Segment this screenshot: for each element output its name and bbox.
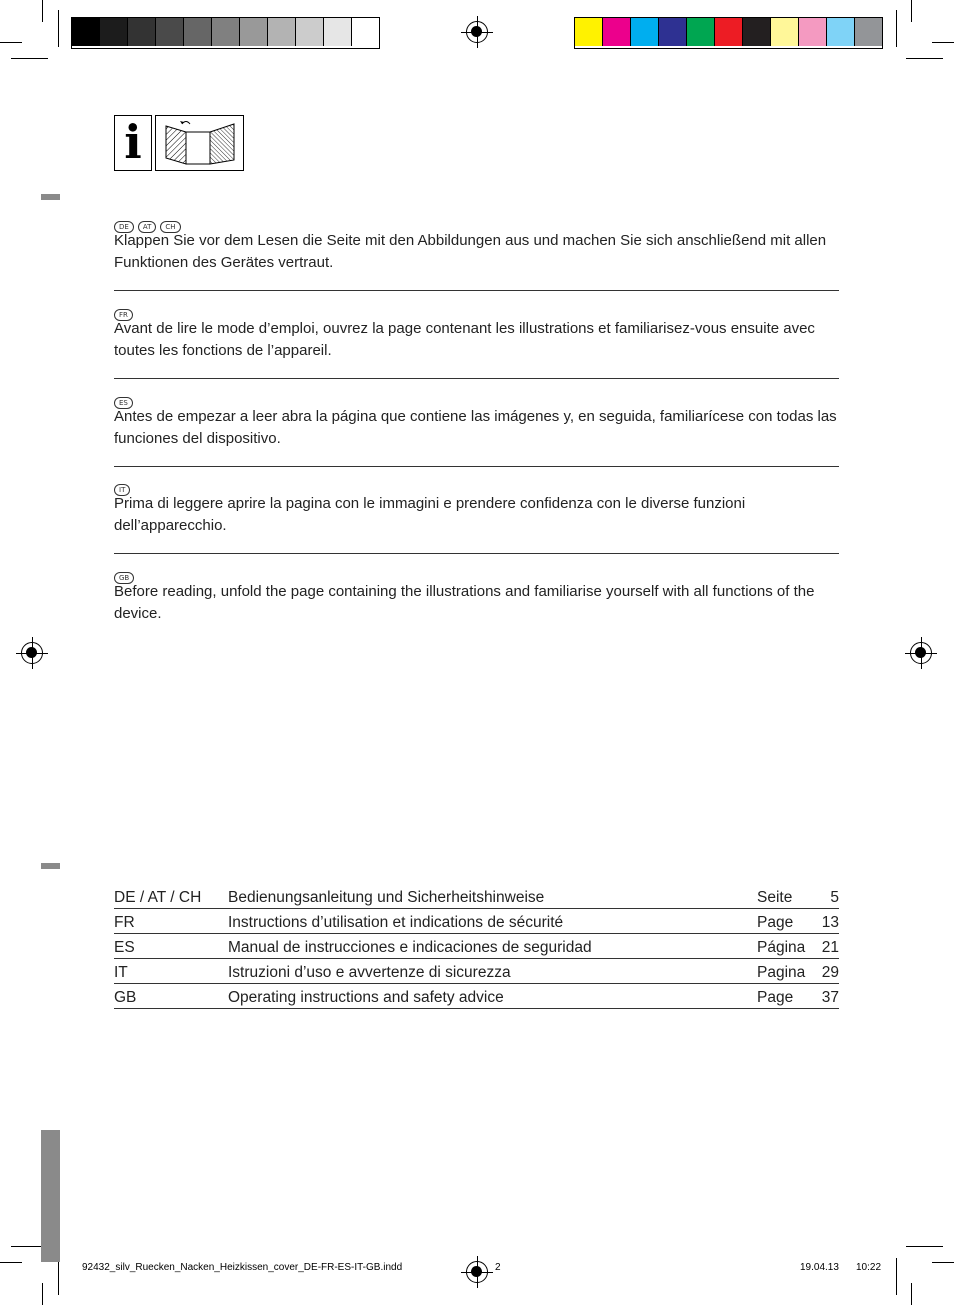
crop-mark <box>0 1262 22 1263</box>
toc-page-number: 37 <box>817 984 839 1009</box>
crop-mark <box>911 1283 912 1305</box>
toc-page-word: Pagina <box>757 959 817 984</box>
side-marker <box>41 863 60 869</box>
section-divider <box>114 290 839 291</box>
toc-title: Manual de instrucciones e indicaciones de seguridad <box>228 934 757 959</box>
section-text: Antes de empezar a leer abra la página que contiene las imágenes y, en seguida, familiarícese con todas las funciones del dispositivo. <box>114 408 837 447</box>
toc-page-word: Page <box>757 909 817 934</box>
language-badges <box>114 567 839 581</box>
crop-mark <box>58 10 59 47</box>
language-badge: IT <box>114 484 130 496</box>
toc-page-number: 5 <box>817 884 839 909</box>
crop-mark <box>911 0 912 22</box>
toc-title: Operating instructions and safety advice <box>228 984 757 1009</box>
footer-date: 19.04.13 <box>800 1262 839 1273</box>
registration-mark-icon <box>21 642 43 664</box>
language-section <box>114 304 839 362</box>
language-badge: ES <box>114 397 133 409</box>
toc-language: DE / AT / CH <box>114 884 228 909</box>
language-badges <box>114 304 839 318</box>
toc-page-word: Página <box>757 934 817 959</box>
language-section <box>114 567 839 625</box>
color-swatch <box>603 18 631 46</box>
crop-mark <box>42 0 43 22</box>
color-swatch <box>72 18 100 46</box>
color-swatch <box>240 18 268 46</box>
color-swatch <box>128 18 156 46</box>
crop-mark <box>42 1283 43 1305</box>
toc-language: FR <box>114 909 228 934</box>
color-swatch <box>268 18 296 46</box>
toc-row <box>114 984 839 1009</box>
color-swatch <box>771 18 799 46</box>
section-divider <box>114 378 839 379</box>
language-badge: GB <box>114 572 134 584</box>
section-text: Before reading, unfold the page containing the illustrations and familiarise yourself with all functions of the device. <box>114 583 815 622</box>
color-swatch <box>659 18 687 46</box>
toc-page-number: 21 <box>817 934 839 959</box>
toc-language: ES <box>114 934 228 959</box>
language-badges <box>114 216 839 230</box>
section-text: Prima di leggere aprire la pagina con le immagini e prendere confidenza con le diverse funzioni dell’apparecchio. <box>114 495 746 534</box>
toc-page-word: Page <box>757 984 817 1009</box>
toc-page-number: 13 <box>817 909 839 934</box>
crop-mark <box>906 58 943 59</box>
color-swatch <box>855 18 882 46</box>
color-swatch <box>715 18 743 46</box>
section-text: Klappen Sie vor dem Lesen die Seite mit den Abbildungen aus und machen Sie sich anschließend mit allen Funktionen des Gerätes vertraut. <box>114 232 827 271</box>
toc-title: Instructions d’utilisation et indications de sécurité <box>228 909 757 934</box>
language-section <box>114 479 839 537</box>
color-swatch <box>827 18 855 46</box>
language-section <box>114 216 839 274</box>
color-swatch <box>296 18 324 46</box>
language-badge: FR <box>114 309 133 321</box>
color-swatch <box>687 18 715 46</box>
color-swatch <box>324 18 352 46</box>
language-section <box>114 392 839 450</box>
toc-row <box>114 909 839 934</box>
language-badges <box>114 479 839 493</box>
footer-time: 10:22 <box>856 1262 882 1273</box>
language-badge: DE <box>114 221 134 233</box>
info-icon <box>114 115 152 171</box>
toc-language: IT <box>114 959 228 984</box>
crop-mark <box>896 1258 897 1295</box>
registration-mark-icon <box>466 1261 488 1283</box>
color-swatch <box>100 18 128 46</box>
toc-title: Bedienungsanleitung und Sicherheitshinweise <box>228 884 757 909</box>
color-swatch <box>156 18 184 46</box>
section-divider <box>114 466 839 467</box>
crop-mark <box>932 42 954 43</box>
color-swatch <box>184 18 212 46</box>
section-text: Avant de lire le mode d’emploi, ouvrez la page contenant les illustrations et familiarisez-vous ensuite avec toutes les fonctions de l’appareil. <box>114 320 815 359</box>
footer-filename: 92432_silv_Ruecken_Nacken_Heizkissen_cover_DE-FR-ES-IT-GB.indd <box>82 1262 403 1273</box>
toc-row <box>114 934 839 959</box>
toc-row <box>114 884 839 909</box>
crop-mark <box>906 1246 943 1247</box>
toc-row <box>114 959 839 984</box>
language-badges <box>114 392 839 406</box>
color-swatch <box>575 18 603 46</box>
section-divider <box>114 553 839 554</box>
side-marker <box>41 194 60 200</box>
table-of-contents <box>114 884 839 1009</box>
registration-mark-icon <box>910 642 932 664</box>
color-swatch <box>212 18 240 46</box>
color-swatch <box>743 18 771 46</box>
color-swatch <box>631 18 659 46</box>
crop-mark <box>932 1262 954 1263</box>
registration-mark-icon <box>466 21 488 43</box>
toc-page-word: Seite <box>757 884 817 909</box>
language-badge: AT <box>138 221 157 233</box>
crop-mark <box>896 10 897 47</box>
color-swatch <box>799 18 827 46</box>
info-icon-letter: i <box>124 115 142 169</box>
unfold-page-icon <box>155 115 244 171</box>
side-tab <box>41 1130 60 1262</box>
toc-language: GB <box>114 984 228 1009</box>
crop-mark <box>0 42 22 43</box>
process-color-bar <box>574 17 883 49</box>
language-badge: CH <box>160 221 180 233</box>
crop-mark <box>58 1258 59 1295</box>
gray-color-bar <box>71 17 380 49</box>
color-swatch <box>352 18 379 46</box>
crop-mark <box>11 58 48 59</box>
toc-title: Istruzioni d’uso e avvertenze di sicurezza <box>228 959 757 984</box>
footer-page-number: 2 <box>495 1262 501 1273</box>
toc-page-number: 29 <box>817 959 839 984</box>
